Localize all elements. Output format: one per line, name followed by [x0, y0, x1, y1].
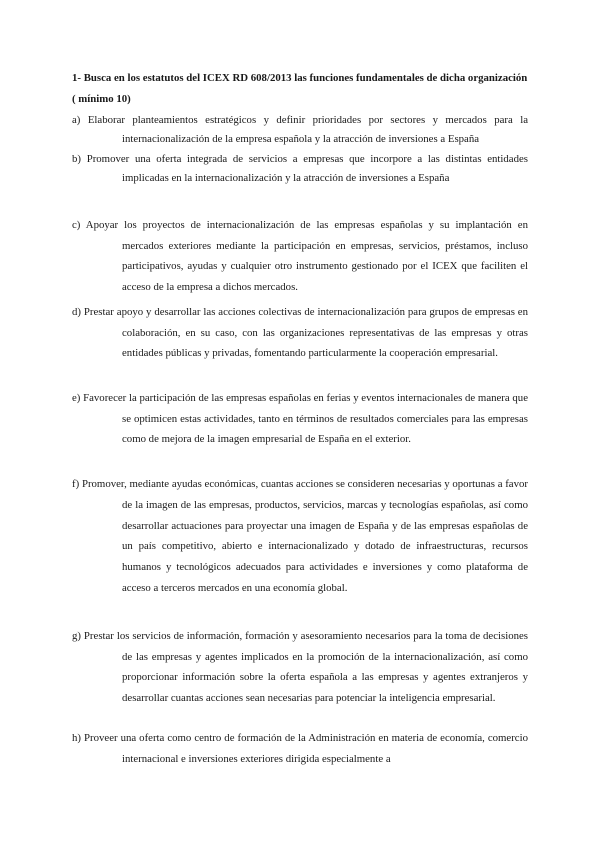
item-text: Elaborar planteamientos estratégicos y definir prioridades por sectores y mercados para la internacionalización de la empresa española y la atracción de inversiones a España — [87, 114, 528, 145]
item-letter: f) — [72, 478, 80, 490]
list-item-d — [72, 302, 528, 364]
list-item-e — [72, 388, 528, 450]
item-text: Prestar los servicios de información, formación y asesoramiento necesarios para la toma de decisiones de las empresas y agentes implicados en la promoción de la internacionalización, así como proporcionar información sobre la oferta española a las empresas y agentes extranjeros y desarrollar cuantas acciones sean necesarias para potenciar la inteligencia empresarial. — [83, 630, 529, 704]
item-letter: c) — [72, 219, 81, 231]
list-item-a — [72, 111, 528, 149]
list-item-b — [72, 150, 528, 188]
item-letter: h) — [72, 732, 81, 744]
item-text: Prestar apoyo y desarrollar las acciones colectivas de internacionalización para grupos de empresas en colaboración, en su caso, con las organizaciones representativas de las empresas y otras entidades públicas y privadas, fomentando particularmente la cooperación empresarial. — [83, 306, 529, 359]
item-text: Favorecer la participación de las empresas españolas en ferias y eventos internacionales de manera que se optimicen estas actividades, tanto en términos de resultados comerciales para las empresas como de mejora de la imagen empresarial de España en el exterior. — [83, 392, 528, 445]
item-letter: a) — [72, 114, 81, 126]
item-text: Promover, mediante ayudas económicas, cuantas acciones se consideren necesarias y oportunas a favor de la imagen de las empresas, productos, servicios, marcas y tecnologías españolas, así como desarrollar actuaciones para proyectar una imagen de España y de las empresas españolas de un país competitivo, abierto e internacionalizado y dotado de infraestructuras, recursos humanos y tecnológicos adecuados para actividades e inversiones y como plataforma de acceso a terceros mercados en una economía global. — [81, 478, 528, 594]
item-letter: d) — [72, 306, 81, 318]
item-letter: e) — [72, 392, 81, 404]
item-letter: b) — [72, 153, 81, 165]
list-item-c — [72, 215, 528, 297]
list-item-g — [72, 626, 528, 708]
list-item-f — [72, 474, 528, 599]
question-heading: 1- Busca en los estatutos del ICEX RD 608/2013 las funciones fundamentales de dicha organización ( mínimo 10) — [72, 72, 528, 105]
list-item-h — [72, 728, 528, 769]
item-text: Promover una oferta integrada de servicios a empresas que incorpore a las distintas entidades implicadas en la internacionalización y la atracción de inversiones a España — [86, 153, 528, 184]
item-text: Apoyar los proyectos de internacionalización de las empresas españolas y su implantación en mercados exteriores mediante la participación en empresas, servicios, préstamos, incluso participativos, ayudas y cualquier otro instrumento gestionado por el ICEX que faciliten el acceso de la empresa a dichos mercados. — [85, 219, 528, 293]
item-text: Proveer una oferta como centro de formación de la Administración en materia de economía, comercio internacional e inversiones exteriores dirigida especialmente a — [84, 732, 528, 765]
item-letter: g) — [72, 630, 81, 642]
